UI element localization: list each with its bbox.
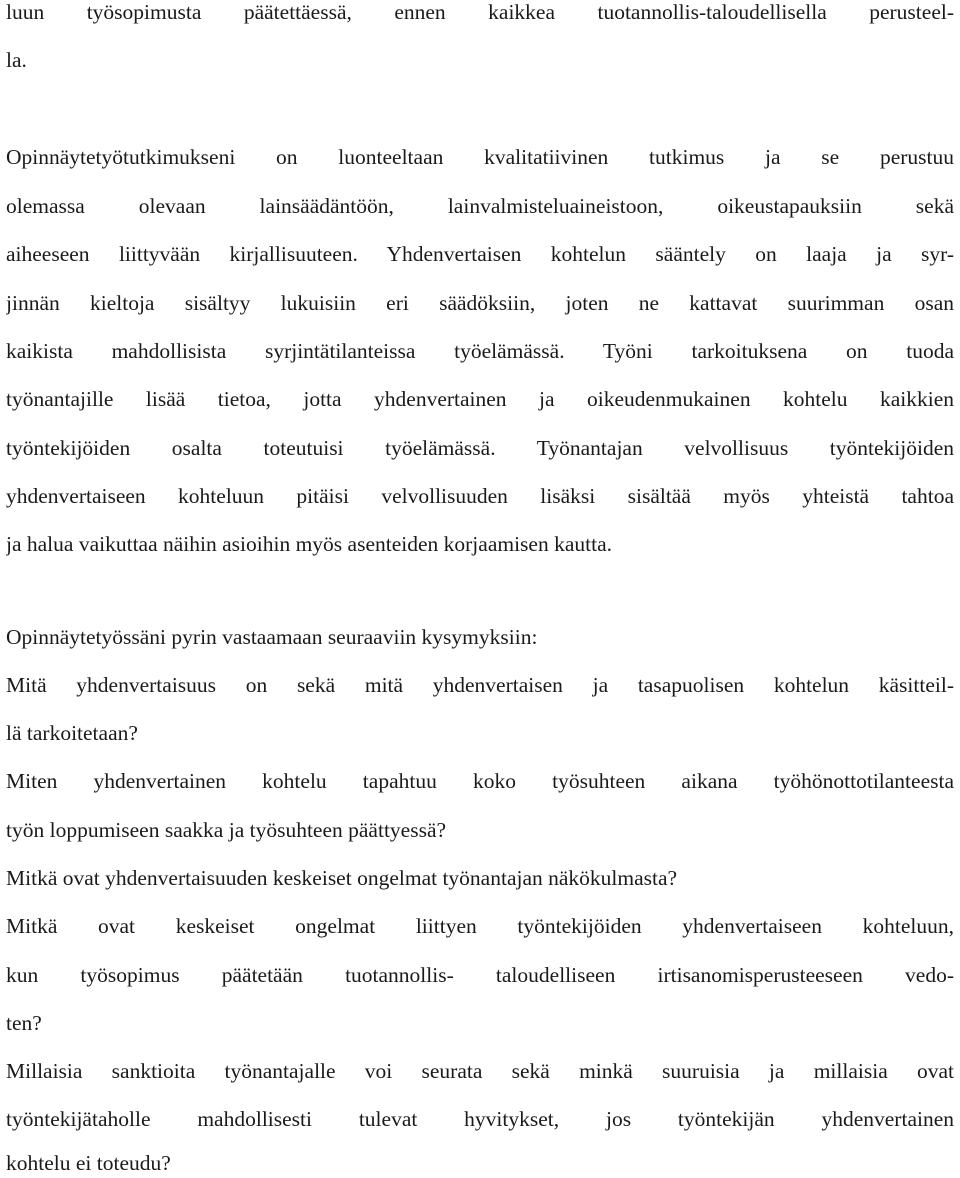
text-line: aiheeseen liittyvään kirjallisuuteen. Yhdenvertaisen kohtelun sääntely on laaja ja syr-	[6, 242, 954, 266]
text-line: työntekijöiden osalta toteutuisi työelämässä. Työnantajan velvollisuus työntekijöiden	[6, 436, 954, 460]
questions-intro: Opinnäytetyössäni pyrin vastaamaan seuraaviin kysymyksiin:	[6, 625, 538, 649]
text-line: Millaisia sanktioita työnantajalle voi seurata sekä minkä suuruisia ja millaisia ovat	[6, 1059, 954, 1083]
text-line: ja halua vaikuttaa näihin asioihin myös asenteiden korjaamisen kautta.	[6, 532, 612, 556]
text-line: kaikista mahdollisista syrjintätilanteissa työelämässä. Työni tarkoituksena on tuoda	[6, 339, 954, 363]
text-line: lä tarkoitetaan?	[6, 721, 138, 745]
text-line: Miten yhdenvertainen kohtelu tapahtuu koko työsuhteen aikana työhönottotilanteesta	[6, 769, 954, 793]
text-line: luun työsopimusta päätettäessä, ennen kaikkea tuotannollis-taloudellisella perusteel-	[6, 0, 954, 24]
text-line: Mitkä ovat yhdenvertaisuuden keskeiset ongelmat työnantajan näkökulmasta?	[6, 866, 678, 890]
text-line: olemassa olevaan lainsäädäntöön, lainvalmisteluaineistoon, oikeustapauksiin sekä	[6, 194, 954, 218]
text-line: Mitä yhdenvertaisuus on sekä mitä yhdenvertaisen ja tasapuolisen kohtelun käsitteil-	[6, 673, 954, 697]
text-line: työn loppumiseen saakka ja työsuhteen päättyessä?	[6, 818, 447, 842]
text-line: Opinnäytetyötutkimukseni on luonteeltaan kvalitatiivinen tutkimus ja se perustuu	[6, 145, 954, 169]
text-line: ten?	[6, 1011, 42, 1035]
text-line: kun työsopimus päätetään tuotannollis- taloudelliseen irtisanomisperusteeseen vedo-	[6, 963, 954, 987]
text-line: Mitkä ovat keskeiset ongelmat liittyen työntekijöiden yhdenvertaiseen kohteluun,	[6, 914, 954, 938]
text-line: jinnän kieltoja sisältyy lukuisiin eri säädöksiin, joten ne kattavat suurimman osan	[6, 291, 954, 315]
text-line: kohtelu ei toteudu?	[6, 1151, 171, 1175]
text-line: yhdenvertaiseen kohteluun pitäisi velvollisuuden lisäksi sisältää myös yhteistä tahtoa	[6, 484, 954, 508]
text-line: la.	[6, 48, 27, 72]
text-line: työntekijätaholle mahdollisesti tulevat hyvitykset, jos työntekijän yhdenvertainen	[6, 1107, 954, 1131]
text-line: työnantajille lisää tietoa, jotta yhdenvertainen ja oikeudenmukainen kohtelu kaikkien	[6, 387, 954, 411]
